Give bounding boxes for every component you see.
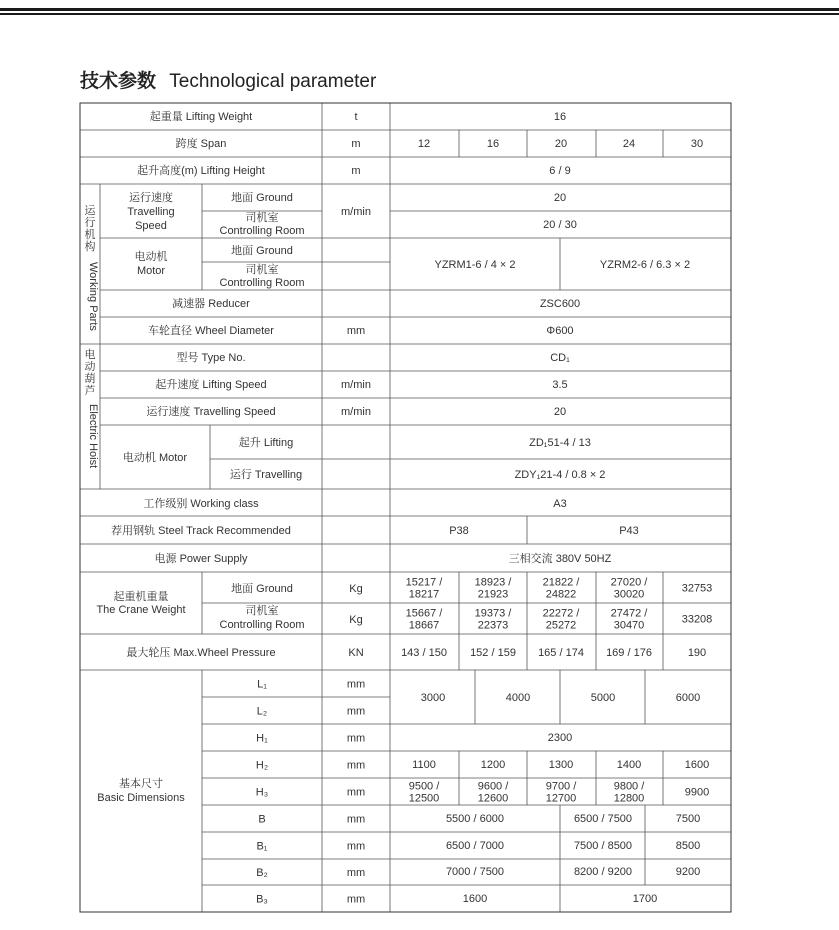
b1-value: 6500 / 7000 [445,840,505,852]
ground-label: 地面 Ground [231,192,293,204]
crane-weight-room-value: 15667 / [405,607,443,620]
wheel-diameter-unit: mm [346,325,366,337]
h3-value: 9600 / [477,780,509,793]
h3-value: 9800 / [613,780,645,793]
h2-value: 1100 [412,759,436,771]
h1-value: 2300 [547,732,573,744]
basic-dimensions-label-cn: 基本尺寸 [119,778,163,790]
span-value: 16 [486,138,500,150]
crane-weight-unit: Kg [349,614,363,626]
crane-weight-ground-value: 18217 [408,588,440,601]
h3-value: 12500 [408,792,440,805]
heading-en: Technological parameter [169,71,377,92]
dimension-sub-label: B₂ [256,867,268,879]
l-value: 4000 [505,692,531,704]
dimension-unit: mm [346,893,366,906]
h2-value: 1400 [616,759,642,771]
room-speed-value: 20 / 30 [543,219,577,231]
lifting-speed-value: 3.5 [552,379,568,391]
basic-dimensions-sub-labels [256,679,268,906]
crane-weight-room-value: 19373 / [474,607,512,620]
hoist-travelling-speed-label: 运行速度 Travelling Speed [146,406,276,418]
lifting-height-value: 6 / 9 [549,165,571,177]
ground-speed-value: 20 [553,192,567,204]
b-value: 7500 [675,813,701,825]
max-wheel-pressure-label: 最大轮压 Max.Wheel Pressure [126,647,276,659]
lifting-height-unit: m [351,165,361,177]
b3-value: 1600 [462,893,488,905]
crane-weight-ground-values [406,577,713,601]
wheel-pressure-value: 152 / 159 [470,647,516,659]
motor-label-cn: 电动机 [134,251,168,263]
working-parts-label-cn: 运行机构 [84,205,96,253]
lifting-weight-label: 起重量 Lifting Weight [149,111,253,123]
l-value: 3000 [420,692,446,704]
crane-weight-ground-value: 32753 [681,582,713,595]
h2-value: 1600 [684,759,710,771]
lifting-height-label: 起升高度(m) Lifting Height [137,165,265,177]
b3-value: 1700 [632,893,658,905]
wheel-diameter-value: Φ600 [546,325,574,337]
working-parts-label-en: Working Parts [87,262,99,331]
span-unit: m [351,138,361,150]
power-supply-label: 电源 Power Supply [154,553,248,565]
crane-weight-label-cn: 起重机重量 [113,591,169,603]
type-no-value: CD₁ [550,352,570,364]
crane-weight-ground-value: 15217 / [405,576,443,589]
crane-weight-unit: Kg [349,583,363,595]
motor-room-label-cn: 司机室 [245,264,279,276]
crane-weight-room-value: 25272 [545,619,577,632]
power-supply-value: 三相交流 380V 50HZ [508,553,612,565]
travelling-speed-label-en: Travelling [127,206,175,218]
motor-room-label-en: Controlling Room [219,277,305,289]
crane-weight-room-value: 33208 [681,613,713,626]
dimension-unit: mm [346,705,366,718]
wheel-pressure-value: 190 [687,647,707,659]
crane-weight-ground-value: 21822 / [542,576,580,589]
dimension-sub-label: B₁ [256,840,268,853]
motor-ground-label: 地面 Ground [231,245,293,257]
working-class-value: A3 [553,498,567,510]
motor-value: YZRM2-6 / 6.3 × 2 [599,259,691,271]
wheel-pressure-value: 169 / 176 [606,647,652,659]
crane-weight-ground-value: 30020 [613,588,645,601]
electric-hoist-group-label [85,347,100,468]
hoist-travelling-value: ZDY₁21-4 / 0.8 × 2 [514,469,606,481]
dimension-unit: mm [346,759,366,772]
dimension-unit: mm [346,867,366,879]
lifting-weight-unit: t [354,111,358,123]
room-label-cn: 司机室 [245,212,279,224]
room-label-en: Controlling Room [219,225,305,237]
crane-weight-ground-label: 地面 Ground [231,583,293,595]
h3-value: 9900 [684,786,710,799]
span-label: 跨度 Span [175,138,227,150]
crane-weight-room-value: 27472 / [610,607,648,620]
b2-value: 8200 / 9200 [573,866,633,878]
hoist-travelling-speed-value: 20 [553,406,567,418]
reducer-label: 减速器 Reducer [172,298,250,310]
motor-value: YZRM1-6 / 4 × 2 [434,259,516,271]
h3-value: 12700 [545,792,577,805]
lifting-speed-unit: m/min [341,379,371,391]
h2-value: 1300 [548,759,574,771]
crane-weight-ground-value: 24822 [545,588,577,601]
dimension-sub-label: H₃ [255,786,269,799]
dimension-sub-label: B [258,813,266,826]
motor-label-en: Motor [136,265,166,277]
travelling-speed-label-en2: Speed [135,220,167,232]
h2-value: 1200 [480,759,506,771]
wheel-pressure-value: 165 / 174 [538,647,584,659]
crane-weight-room-value: 22272 / [542,607,580,620]
wheel-pressure-value: 143 / 150 [401,647,447,659]
span-value: 24 [622,138,636,150]
crane-weight-room-value: 18667 [408,619,440,632]
hoist-travelling-speed-unit: m/min [341,406,371,418]
dimension-unit: mm [346,813,366,826]
dimension-sub-label: H₁ [256,732,268,745]
h3-value: 12800 [613,792,645,805]
dimension-unit: mm [346,678,366,691]
b2-value: 7000 / 7500 [445,866,505,878]
crane-weight-room-value: 30470 [613,619,645,632]
steel-track-value: P38 [449,525,469,537]
wheel-diameter-label: 车轮直径 Wheel Diameter [148,325,274,337]
crane-weight-room-label-en: Controlling Room [219,619,305,631]
dimension-sub-label: H₂ [255,759,269,772]
b1-value: 7500 / 8500 [573,840,633,852]
heading-cn: 技术参数 [80,71,157,92]
dimension-unit: mm [346,840,366,853]
crane-weight-ground-value: 21923 [477,588,509,601]
b2-value: 9200 [675,866,701,878]
lifting-speed-label: 起升速度 Lifting Speed [155,379,267,391]
hoist-lifting-label: 起升 Lifting [238,437,294,449]
h3-value: 9500 / [408,780,440,793]
electric-hoist-label-cn: 电动葫芦 [84,349,96,397]
crane-weight-label-en: The Crane Weight [96,604,186,616]
dimension-sub-label: L₂ [256,705,268,718]
hoist-travelling-label: 运行 Travelling [229,469,303,481]
h3-value: 9700 / [545,780,577,793]
basic-dimensions-label-en: Basic Dimensions [97,792,185,804]
max-wheel-pressure-unit: KN [348,647,364,659]
travelling-speed-label-cn: 运行速度 [129,192,173,204]
reducer-value: ZSC600 [539,298,581,310]
crane-weight-room-value: 22373 [477,619,509,632]
b1-value: 8500 [675,840,701,852]
steel-track-value: P43 [619,525,639,537]
h3-values [409,781,710,805]
span-value: 20 [554,138,568,150]
l-value: 5000 [590,692,616,704]
h3-value: 12600 [477,792,509,805]
b-value: 5500 / 6000 [445,813,505,825]
hoist-motor-label: 电动机 Motor [122,452,188,464]
steel-track-label: 荐用钢轨 Steel Track Recommended [111,525,291,537]
working-class-label: 工作级别 Working class [143,498,259,510]
span-value: 12 [417,138,431,150]
dimension-unit: mm [346,786,366,799]
dimension-sub-label: L₁ [257,678,267,691]
travelling-speed-unit: m/min [341,206,371,218]
crane-weight-room-label-cn: 司机室 [245,605,279,617]
crane-weight-ground-value: 27020 / [610,576,648,589]
electric-hoist-label-en: Electric Hoist [87,404,99,469]
working-parts-group-label [85,204,100,331]
span-value: 30 [690,138,704,150]
lifting-weight-value: 16 [553,111,567,123]
dimension-sub-label: B₃ [256,893,268,906]
basic-dimensions-units [347,679,365,906]
hoist-lifting-value: ZD₁51-4 / 13 [529,437,591,449]
dimension-unit: mm [346,732,366,745]
b-value: 6500 / 7500 [573,813,633,825]
l-value: 6000 [675,692,701,704]
crane-weight-ground-value: 18923 / [474,576,512,589]
type-no-label: 型号 Type No. [176,352,246,364]
crane-weight-room-values [406,608,713,632]
